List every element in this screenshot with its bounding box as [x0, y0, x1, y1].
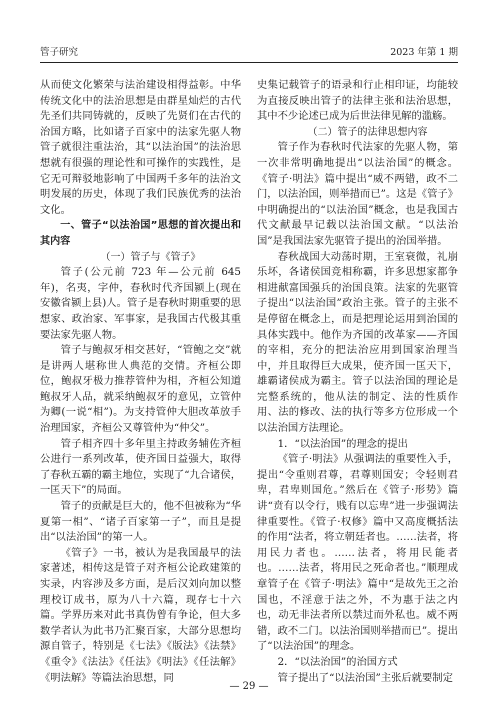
paragraph: 春秋战国大动荡时期，王室衰微，礼崩乐坏，各诸侯国竞相称霸，许多思想家都争相进献富国强兵的治国良策。法家的先驱管子提出“以法治国”政治主张。管子的主张不是停留在概念上，而是把理论运用到治国的具体实践中。他作为齐国的改革家——齐国的宰相，充分的把法治应用到国家治理当中，并且取得巨大成果，使齐国一匡天下，雄霸诸侯成为霸主。管子以法治国的理论是完整系统的，他从法的制定、法的性质作用、法的修改、法的执行等多方位形成一个以法治国方法理论。 [257, 250, 458, 435]
running-header [40, 46, 458, 60]
journal-name: 管子研究 [40, 47, 79, 58]
page-number: — 29 — [229, 681, 269, 692]
paragraph: 从而使文化繁荣与法治建设相得益彰。中华传统文化中的法治思想是由群星灿烂的古代先圣们共同铸就的，反映了先贤们在古代的治国方略，比如诸子百家中的法家先驱人物管子就很注重法治，其“以法治国”的法治思想就有很强的理论性和可操作的实践性，是它无可辩驳地影响了中国两千多年的法治文明发展的历史，体现了我们民族优秀的法治文化。 [40, 79, 241, 216]
left-column [40, 78, 241, 684]
paragraph: 管子提出了“以法治国”主张后就要制定 [277, 671, 453, 684]
subsection-title: （一）管子与《管子》 [100, 251, 201, 263]
paragraph: 管子作为春秋时代法家的先驱人物，第一次非常明确地提出“以法治国”的概念。《管子·明法》篇中提出“威不两错，政不二门，以法治国，则举措而已”。这是《管子》中明确提出的“以法治国”概念，也是我国古代文献最早记载以法治国文献。“以法治国”是我国法家先驱管子提出的治国举措。 [257, 141, 458, 247]
item-title: 1．“以法治国”的理念的提出 [277, 437, 408, 450]
paragraph: 史集记载管子的语录和行止相印证，均能较为直接反映出管子的法律主张和法治思想，其中不少论述已成为后世法律见解的滥觞。 [257, 79, 458, 123]
paragraph: 管子相齐四十多年里主持政务辅佐齐桓公进行一系列改革，使齐国日益强大，取得了春秋五霸的霸主地位，实现了“九合诸侯，一匡天下”的局面。 [40, 437, 241, 497]
issue-number: 2023 年第 1 期 [390, 47, 458, 58]
paragraph: 管子(公元前 723 年—公元前 645 年)，名夷，字仲，春秋时代齐国颍上(现在安徽省颍上县)人。管子是春秋时期重要的思想家、政治家、军事家，是我国古代极其重要法家先驱人物。 [40, 266, 241, 341]
item-title: 2．“以法治国”的治国方式 [277, 655, 398, 668]
right-column [257, 78, 458, 684]
subsection-title: （二）管子的法律思想内容 [307, 126, 428, 138]
paragraph: 《管子·明法》从强调法的重要性入手，提出“令重则君尊，君尊则国安；令轻则君卑，君卑则国危。”然后在《管子·形势》篇讲“贲有以令行，贱有以忘卑”进一步强调法律重要性。《管子·权修》篇中又高度概括法的作用“法者，将立朝廷者也。……法者，将用民力者也。……法者，将用民能者也。……法者，将用民之死命者也。”顺理成章管子在《管子·明法》篇中“是故先王之治国也，不淫意于法之外，不为惠于法之内也，动无非法者所以禁过而外私也。威不两错，政不二门。以法治国则举措而已”。提出了“以法治国”的理念。 [257, 453, 458, 653]
paragraph: 《管子》一书，被认为是我国最早的法家著述，相传这是管子对齐桓公论政建策的实录，内容涉及多方面，是后汉刘向加以整理校订成书，原为八十六篇，现存七十六篇。学界历来对此书真伪曾有争论，但大多数学者认为此书乃汇聚百家，大部分思想均源自管子，特别是《七法》《版法》《法禁》《重令》《法法》《任法》《明法》《任法解》《明法解》等篇法治思想，同 [40, 546, 241, 684]
header-rule [40, 62, 458, 63]
section-title: 一、管子“以法治国”思想的首次提出和其内容 [40, 220, 241, 247]
paragraph: 管子与鲍叔牙相交甚好，“管鲍之交”就是讲两人堪称世人典范的交情。齐桓公即位，鲍叔牙极力推荐管仲为相，齐桓公知道鲍叔牙人品，就采纳鲍叔牙的意见，立管仲为卿(一说“相”)。为支持管仲大胆改革放手治理国家，齐桓公又尊管仲为“仲父”。 [40, 344, 241, 435]
paragraph: 管子的贡献是巨大的，他不但被称为“华夏第一相”、“诸子百家第一子”，而且是提出“以法治国”的第一人。 [40, 500, 241, 544]
